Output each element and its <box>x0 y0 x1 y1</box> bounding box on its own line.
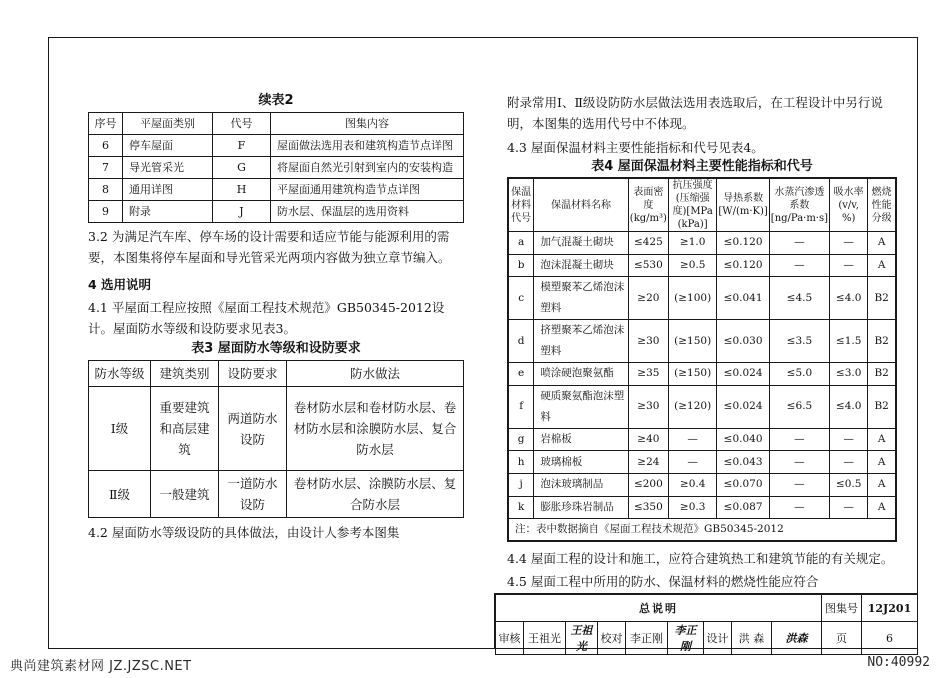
table-cell: ≤0.030 <box>717 320 769 363</box>
table4-header: 燃烧性能分级 <box>868 178 896 232</box>
reviewer-signature: 王祖光 <box>566 622 598 655</box>
table-cell: ≤425 <box>628 232 668 255</box>
table-cell: ≥0.5 <box>668 254 716 277</box>
table-cell: 玻璃棉板 <box>534 451 628 474</box>
table-cell: d <box>508 320 534 363</box>
table-cell: B2 <box>868 363 896 386</box>
table4-header: 保温材料代号 <box>508 178 534 232</box>
table-cell: ≤0.040 <box>717 428 769 451</box>
table-cell: 一道防水设防 <box>219 471 287 518</box>
table4-header: 水蒸汽渗透系数[ng/Pa·m·s] <box>769 178 829 232</box>
table-cell: ≤0.024 <box>717 385 769 428</box>
table-row <box>89 471 464 518</box>
paragraph-4-1: 4.1 平屋面工程应按照《屋面工程技术规范》GB50345-2012设计。屋面防水等级和设防要求见表3。 <box>88 300 445 336</box>
table-cell: — <box>668 428 716 451</box>
table-cell: A <box>868 473 896 496</box>
table-cell: ≥20 <box>628 277 668 320</box>
table-cell: 停车屋面 <box>123 135 213 157</box>
table-cell: B2 <box>868 277 896 320</box>
table-cell: 卷材防水层和卷材防水层、卷材防水层和涂膜防水层、复合防水层 <box>287 387 464 471</box>
table-cell: ≤0.120 <box>717 254 769 277</box>
table3-header: 防水等级 <box>89 361 151 387</box>
table-row <box>508 385 896 428</box>
table-cell: ≥0.3 <box>668 496 716 519</box>
table-cell: 6 <box>89 135 123 157</box>
table2-header: 序号 <box>89 113 123 135</box>
table-cell: — <box>830 428 868 451</box>
table-cell: B2 <box>868 320 896 363</box>
table-cell: 7 <box>89 157 123 179</box>
table-cell: ≤530 <box>628 254 668 277</box>
table-cell: 加气混凝土砌块 <box>534 232 628 255</box>
table-row <box>89 179 464 201</box>
table-cell: — <box>830 496 868 519</box>
table-cell: f <box>508 385 534 428</box>
table-row <box>508 254 896 277</box>
table-cell: A <box>868 254 896 277</box>
table2-header: 图集内容 <box>271 113 464 135</box>
title-block <box>494 593 918 653</box>
table-cell: 8 <box>89 179 123 201</box>
paragraph-4-4: 4.4 屋面工程的设计和施工，应符合建筑热工和建筑节能的有关规定。 <box>507 551 894 567</box>
table3-header: 防水做法 <box>287 361 464 387</box>
table-row <box>508 232 896 255</box>
table-cell: a <box>508 232 534 255</box>
table-row <box>89 387 464 471</box>
table3-caption: 表3 屋面防水等级和设防要求 <box>191 341 361 356</box>
table-cell: A <box>868 428 896 451</box>
table-cell: ≥1.0 <box>668 232 716 255</box>
footer-watermark-right: NO:40992 <box>867 655 930 670</box>
footer-watermark-left: 典尚建筑素材网 JZ.JZSC.NET <box>10 659 192 674</box>
table-cell: ≥40 <box>628 428 668 451</box>
proofer-signature: 李正刚 <box>668 622 704 655</box>
table-cell: — <box>830 451 868 474</box>
paragraph-right-top: 附录常用Ⅰ、Ⅱ级设防防水层做法选用表选取后，在工程设计中另行说明，本图集的选用代号中不体现。 <box>507 95 883 131</box>
table-cell: B2 <box>868 385 896 428</box>
table-row <box>89 201 464 223</box>
atlas-number: 12J201 <box>862 595 918 622</box>
table-cell: — <box>830 232 868 255</box>
table-cell: 防水层、保温层的选用资料 <box>271 201 464 223</box>
table-row <box>508 428 896 451</box>
table-cell: (≥150) <box>668 320 716 363</box>
table-row <box>508 277 896 320</box>
table-cell: 喷涂硬泡聚氨酯 <box>534 363 628 386</box>
table-cell: h <box>508 451 534 474</box>
table-cell: j <box>508 473 534 496</box>
table-cell: e <box>508 363 534 386</box>
table-row <box>508 496 896 519</box>
table-cell: c <box>508 277 534 320</box>
table-cell: — <box>769 254 829 277</box>
table-cell: ≤4.5 <box>769 277 829 320</box>
table4-header: 吸水率(v/v, %) <box>830 178 868 232</box>
drawing-title: 总说明 <box>496 595 822 622</box>
table-cell: 泡沫玻璃制品 <box>534 473 628 496</box>
table-cell: ≤3.0 <box>830 363 868 386</box>
table-row <box>508 320 896 363</box>
table-cell: 屋面做法选用表和建筑构造节点详图 <box>271 135 464 157</box>
right-column <box>507 92 897 592</box>
table-cell: — <box>830 254 868 277</box>
page-label: 页 <box>822 622 862 655</box>
review-label: 审核 <box>496 622 524 655</box>
table-cell: ≤200 <box>628 473 668 496</box>
table4-note: 注：表中数据摘自《屋面工程技术规范》GB50345-2012 <box>508 519 896 542</box>
table-cell: ≥30 <box>628 385 668 428</box>
table-cell: (≥150) <box>668 363 716 386</box>
table-cell: — <box>668 451 716 474</box>
table-row <box>508 451 896 474</box>
table3 <box>88 360 464 518</box>
table2-header: 代号 <box>213 113 271 135</box>
table-cell: ≤0.041 <box>717 277 769 320</box>
left-column <box>88 92 464 543</box>
table-cell: ≤0.024 <box>717 363 769 386</box>
table-cell: 模塑聚苯乙烯泡沫塑料 <box>534 277 628 320</box>
proofer-name: 李正刚 <box>626 622 668 655</box>
table-cell: ≤6.5 <box>769 385 829 428</box>
table-cell: b <box>508 254 534 277</box>
table-cell: J <box>213 201 271 223</box>
table-cell: ≥24 <box>628 451 668 474</box>
paragraph-4-2: 4.2 屋面防水等级设防的具体做法，由设计人参考本图集 <box>88 525 400 540</box>
table-cell: 重要建筑和高层建筑 <box>151 387 219 471</box>
table-cell: 挤塑聚苯乙烯泡沫塑料 <box>534 320 628 363</box>
paragraph-4-3: 4.3 屋面保温材料主要性能指标和代号见表4。 <box>507 140 764 155</box>
table4-header: 表面密度(kg/m³) <box>628 178 668 232</box>
table4-header-row <box>508 178 896 232</box>
table-cell: 卷材防水层、涂膜防水层、复合防水层 <box>287 471 464 518</box>
table-cell: ≤3.5 <box>769 320 829 363</box>
table-cell: 岩棉板 <box>534 428 628 451</box>
table-cell: ≤350 <box>628 496 668 519</box>
paragraph-4-5: 4.5 屋面工程中所用的防水、保温材料的燃烧性能应符合 <box>507 574 819 590</box>
table-row <box>89 157 464 179</box>
table-cell: 通用详图 <box>123 179 213 201</box>
table-cell: ≥0.4 <box>668 473 716 496</box>
table-cell: 膨胀珍珠岩制品 <box>534 496 628 519</box>
table-cell: — <box>769 232 829 255</box>
table4-note-row <box>508 519 896 542</box>
table-cell: — <box>769 428 829 451</box>
table-cell: 将屋面自然光引射到室内的安装构造 <box>271 157 464 179</box>
table4-header: 保温材料名称 <box>534 178 628 232</box>
table-cell: G <box>213 157 271 179</box>
table-cell: 硬质聚氨酯泡沫塑料 <box>534 385 628 428</box>
table4 <box>507 177 897 542</box>
table2-header: 平屋面类别 <box>123 113 213 135</box>
table-row <box>508 363 896 386</box>
table4-header: 导热系数[W/(m·K)] <box>717 178 769 232</box>
table-row <box>89 135 464 157</box>
table4-header: 抗压强度(压缩强度)[MPa (kPa)] <box>668 178 716 232</box>
table-cell: (≥120) <box>668 385 716 428</box>
table3-header-row <box>89 361 464 387</box>
table-cell: ≥30 <box>628 320 668 363</box>
table-cell: ≤0.120 <box>717 232 769 255</box>
table-cell: — <box>769 473 829 496</box>
table-cell: — <box>769 496 829 519</box>
table-cell: ≤0.5 <box>830 473 868 496</box>
table-cell: ≤0.087 <box>717 496 769 519</box>
table-cell: ≤4.0 <box>830 385 868 428</box>
table-cell: F <box>213 135 271 157</box>
designer-signature: 洪森 <box>772 622 822 655</box>
table-cell: — <box>769 451 829 474</box>
table2 <box>88 112 464 223</box>
table-cell: 9 <box>89 201 123 223</box>
table-cell: ≥35 <box>628 363 668 386</box>
title-block-table <box>495 594 918 655</box>
table-cell: 平屋面通用建筑构造节点详图 <box>271 179 464 201</box>
table3-header: 建筑类别 <box>151 361 219 387</box>
table-cell: 一般建筑 <box>151 471 219 518</box>
table-cell: H <box>213 179 271 201</box>
design-label: 设计 <box>704 622 732 655</box>
table-cell: ≤1.5 <box>830 320 868 363</box>
table-cell: A <box>868 451 896 474</box>
paragraph-3-2: 3.2 为满足汽车库、停车场的设计需要和适应节能与能源利用的需要，本图集将停车屋面和导光管采光两项内容做为独立章节编入。 <box>88 229 451 265</box>
table2-header-row <box>89 113 464 135</box>
table3-header: 设防要求 <box>219 361 287 387</box>
table-cell: Ⅰ级 <box>89 387 151 471</box>
table-cell: 导光管采光 <box>123 157 213 179</box>
designer-name: 洪 森 <box>732 622 772 655</box>
reviewer-name: 王祖光 <box>524 622 566 655</box>
section-4-title: 4 选用说明 <box>88 277 152 292</box>
proof-label: 校对 <box>598 622 626 655</box>
table-cell: ≤0.043 <box>717 451 769 474</box>
page-number: 6 <box>862 622 918 655</box>
table-cell: Ⅱ级 <box>89 471 151 518</box>
table-cell: 附录 <box>123 201 213 223</box>
table-cell: k <box>508 496 534 519</box>
table-row <box>508 473 896 496</box>
table-cell: A <box>868 496 896 519</box>
table-cell: A <box>868 232 896 255</box>
table-cell: 泡沫混凝土砌块 <box>534 254 628 277</box>
table-cell: ≤0.070 <box>717 473 769 496</box>
atlas-number-label: 图集号 <box>822 595 862 622</box>
table-cell: g <box>508 428 534 451</box>
table-cell: ≤4.0 <box>830 277 868 320</box>
table4-caption: 表4 屋面保温材料主要性能指标和代号 <box>591 159 813 174</box>
table2-caption: 续表2 <box>258 93 294 108</box>
table-cell: (≥100) <box>668 277 716 320</box>
table-cell: ≤5.0 <box>769 363 829 386</box>
table-cell: 两道防水设防 <box>219 387 287 471</box>
